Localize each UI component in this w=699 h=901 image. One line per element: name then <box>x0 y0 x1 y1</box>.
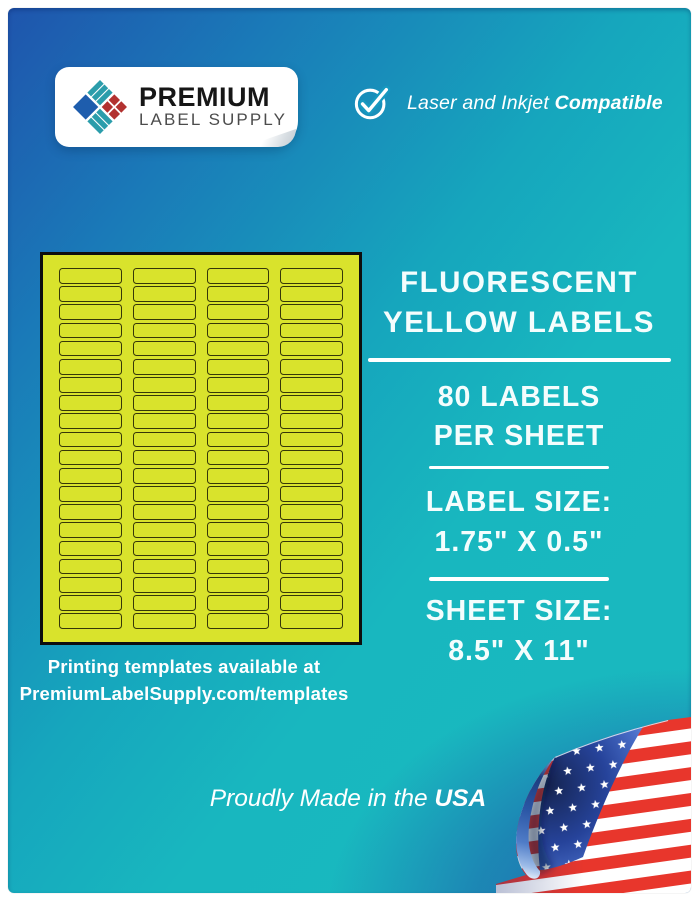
label-cell <box>207 450 270 466</box>
label-cell <box>133 413 196 429</box>
label-cell <box>207 286 270 302</box>
label-cell <box>133 304 196 320</box>
brand-name-block <box>139 84 287 130</box>
label-cell <box>59 504 122 520</box>
label-cell <box>207 395 270 411</box>
label-cell <box>280 559 343 575</box>
compatibility-row <box>352 83 663 123</box>
sheet-size-value: 8.5" X 11" <box>448 634 590 667</box>
label-cell <box>207 377 270 393</box>
label-cell <box>207 432 270 448</box>
label-cell <box>133 268 196 284</box>
label-cell <box>133 541 196 557</box>
label-cell <box>59 377 122 393</box>
label-cell <box>59 359 122 375</box>
label-cell <box>280 341 343 357</box>
label-cell <box>207 268 270 284</box>
label-cell <box>207 595 270 611</box>
label-cell <box>207 504 270 520</box>
label-cell <box>280 395 343 411</box>
label-size <box>360 482 678 562</box>
usa-flag-page-curl <box>496 717 691 893</box>
label-cell <box>280 595 343 611</box>
label-cell <box>133 559 196 575</box>
made-in-bold: USA <box>434 785 487 812</box>
label-cell <box>133 595 196 611</box>
label-cell <box>207 613 270 629</box>
label-cell <box>133 450 196 466</box>
label-cell <box>280 522 343 538</box>
logo-page-curl <box>244 129 296 147</box>
brand-diamond-icon <box>69 76 131 138</box>
product-title-line1: FLUORESCENT <box>400 266 638 299</box>
label-cell <box>59 304 122 320</box>
label-cell <box>133 323 196 339</box>
divider <box>368 358 671 362</box>
product-title <box>360 263 678 343</box>
label-cell <box>280 613 343 629</box>
label-cell <box>59 432 122 448</box>
label-cell <box>59 395 122 411</box>
label-cell <box>59 559 122 575</box>
label-cell <box>59 486 122 502</box>
templates-note <box>8 654 370 707</box>
label-cell <box>59 577 122 593</box>
label-cell <box>207 577 270 593</box>
label-cell <box>280 541 343 557</box>
product-info-panel <box>360 252 678 671</box>
sheet-size-heading: SHEET SIZE: <box>425 594 613 627</box>
label-cell <box>280 432 343 448</box>
label-count-line1: 80 LABELS <box>437 380 601 413</box>
label-cell <box>59 323 122 339</box>
label-cell <box>207 359 270 375</box>
label-cell <box>133 432 196 448</box>
label-cell <box>207 323 270 339</box>
label-cell <box>207 304 270 320</box>
label-cell <box>280 413 343 429</box>
label-cell <box>280 377 343 393</box>
label-cell <box>133 359 196 375</box>
label-count <box>360 378 678 456</box>
label-cell <box>207 486 270 502</box>
label-cell <box>280 323 343 339</box>
label-cell <box>59 268 122 284</box>
label-cell <box>59 286 122 302</box>
label-cell <box>133 504 196 520</box>
label-cell <box>280 450 343 466</box>
label-cell <box>133 486 196 502</box>
label-cell <box>59 541 122 557</box>
label-cell <box>280 268 343 284</box>
label-size-value: 1.75" X 0.5" <box>434 526 604 558</box>
check-circle-icon <box>352 84 394 122</box>
label-cell <box>59 595 122 611</box>
label-cell <box>59 468 122 484</box>
label-cell <box>280 577 343 593</box>
compatibility-text <box>407 92 663 115</box>
product-title-line2: YELLOW LABELS <box>383 306 655 339</box>
label-cell <box>133 613 196 629</box>
label-cell <box>207 522 270 538</box>
compatibility-text-bold: Compatible <box>554 91 663 114</box>
divider <box>429 577 609 581</box>
label-cell <box>280 359 343 375</box>
label-cell <box>280 286 343 302</box>
label-cell <box>59 450 122 466</box>
made-in-regular: Proudly Made in the <box>209 785 435 812</box>
templates-note-line1: Printing templates available at <box>47 656 321 677</box>
label-cell <box>207 413 270 429</box>
label-cell <box>59 413 122 429</box>
label-cell <box>133 286 196 302</box>
label-cell <box>207 468 270 484</box>
brand-subtitle: LABEL SUPPLY <box>139 110 288 129</box>
label-cell <box>280 504 343 520</box>
label-cell <box>59 613 122 629</box>
templates-note-line2: PremiumLabelSupply.com/templates <box>19 682 349 704</box>
product-image-card <box>8 8 691 893</box>
compatibility-text-regular: Laser and Inkjet <box>407 91 555 114</box>
label-cell <box>207 559 270 575</box>
label-cell <box>133 341 196 357</box>
label-count-line2: PER SHEET <box>433 419 605 452</box>
label-cell <box>280 486 343 502</box>
brand-name: PREMIUM <box>139 82 270 112</box>
label-cell <box>207 541 270 557</box>
label-cell <box>133 577 196 593</box>
label-cell <box>133 522 196 538</box>
label-cell <box>280 304 343 320</box>
sheet-size <box>360 591 678 671</box>
label-sheet-preview <box>40 252 362 645</box>
label-cell <box>133 395 196 411</box>
label-cell <box>280 468 343 484</box>
label-cell <box>207 341 270 357</box>
label-cell <box>133 377 196 393</box>
label-cell <box>59 522 122 538</box>
label-size-heading: LABEL SIZE: <box>425 486 613 518</box>
brand-logo <box>55 67 298 147</box>
label-cell <box>133 468 196 484</box>
divider <box>429 466 609 470</box>
label-cell <box>59 341 122 357</box>
